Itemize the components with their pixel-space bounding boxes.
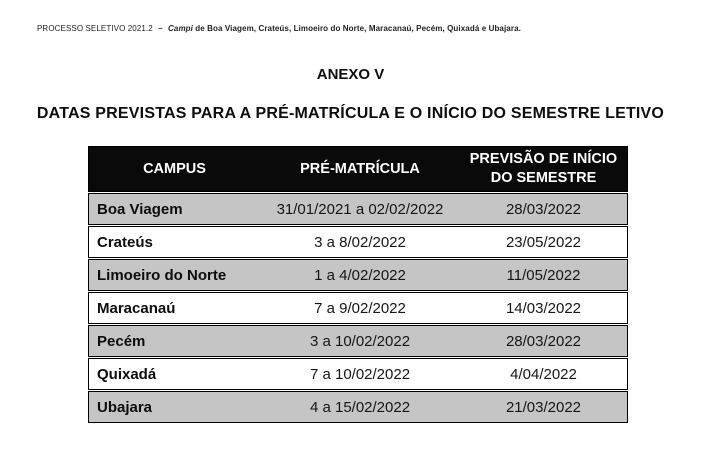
table-row (88, 226, 628, 258)
pre-matricula-cell: 4 a 15/02/2022 (260, 391, 460, 423)
campi-word: Campi (168, 24, 193, 33)
inicio-semestre-cell: 21/03/2022 (460, 391, 628, 423)
table-row (88, 193, 628, 225)
table-header (88, 146, 628, 192)
column-header-pre-matricula: PRÉ-MATRÍCULA (260, 146, 460, 192)
dash-separator: – (158, 24, 163, 33)
schedule-table (88, 145, 628, 424)
inicio-semestre-cell: 23/05/2022 (460, 226, 628, 258)
pre-matricula-cell: 7 a 10/02/2022 (260, 358, 460, 390)
campus-cell: Ubajara (88, 391, 260, 423)
pre-matricula-cell: 7 a 9/02/2022 (260, 292, 460, 324)
page-title: ANEXO V (316, 66, 385, 83)
header-row (88, 146, 628, 192)
page-subtitle: DATAS PREVISTAS PARA A PRÉ-MATRÍCULA E O INÍCIO DO SEMESTRE LETIVO (36, 105, 665, 122)
table-row (88, 325, 628, 357)
inicio-semestre-cell: 14/03/2022 (460, 292, 628, 324)
inicio-semestre-cell: 28/03/2022 (460, 193, 628, 225)
campus-cell: Maracanaú (88, 292, 260, 324)
pre-matricula-cell: 3 a 10/02/2022 (260, 325, 460, 357)
pre-matricula-cell: 1 a 4/02/2022 (260, 259, 460, 291)
column-header-inicio-semestre: PREVISÃO DE INÍCIO DO SEMESTRE (460, 146, 628, 192)
pre-matricula-cell: 3 a 8/02/2022 (260, 226, 460, 258)
campus-cell: Boa Viagem (88, 193, 260, 225)
campus-cell: Pecém (88, 325, 260, 357)
inicio-semestre-cell: 28/03/2022 (460, 325, 628, 357)
campus-cell: Quixadá (88, 358, 260, 390)
table-row (88, 391, 628, 423)
column-header-campus: CAMPUS (88, 146, 260, 192)
campus-cell: Crateús (88, 226, 260, 258)
table-row (88, 259, 628, 291)
inicio-semestre-cell: 11/05/2022 (460, 259, 628, 291)
table-row (88, 358, 628, 390)
campi-list: de Boa Viagem, Crateús, Limoeiro do Norte, Maracanaú, Pecém, Quixadá e Ubajara. (195, 24, 521, 33)
process-label: PROCESSO SELETIVO 2021.2 (37, 24, 153, 33)
table-row (88, 292, 628, 324)
inicio-semestre-cell: 4/04/2022 (460, 358, 628, 390)
table-body (88, 193, 628, 423)
document-header-line (37, 24, 521, 33)
pre-matricula-cell: 31/01/2021 a 02/02/2022 (260, 193, 460, 225)
campus-cell: Limoeiro do Norte (88, 259, 260, 291)
